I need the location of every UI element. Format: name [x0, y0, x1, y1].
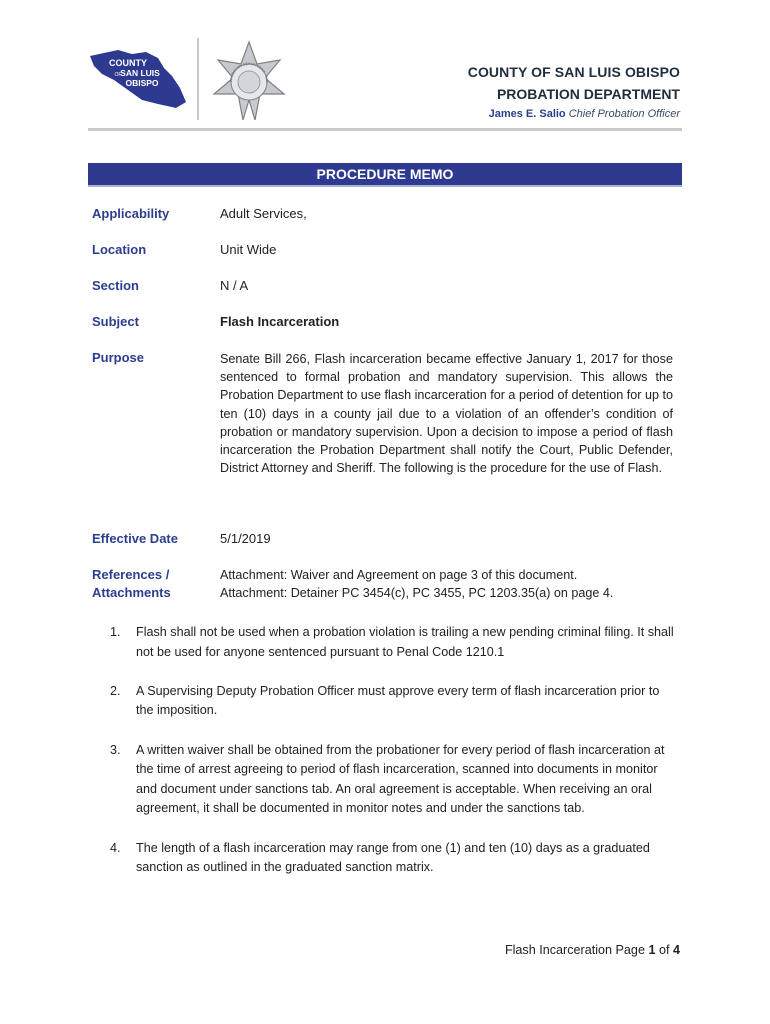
references-value-line2: Attachment: Detainer PC 3454(c), PC 3455, PC 1203.35(a) on page 4. [220, 586, 614, 600]
logo-text-san-luis: SAN LUIS [120, 68, 160, 78]
header-rule [88, 128, 682, 131]
logo-text-obispo: OBISPO [125, 78, 159, 88]
location-label: Location [92, 242, 147, 257]
subject-value: Flash Incarceration [220, 314, 340, 329]
page-footer [505, 943, 680, 957]
chief-officer-line [489, 108, 680, 120]
logo-text-of: OF [114, 72, 122, 78]
list-item [110, 623, 680, 662]
probation-badge-icon [210, 40, 288, 124]
references-value-line1: Attachment: Waiver and Agreement on page 3 of this document. [220, 568, 578, 582]
list-item-text: Flash shall not be used when a probation violation is trailing a new pending criminal filing. It shall not be used for anyone sentenced pursuant to Penal Code 1210.1 [136, 625, 674, 659]
effective-date-value: 5/1/2019 [220, 531, 271, 546]
subject-label: Subject [92, 314, 139, 329]
effective-date-label: Effective Date [92, 531, 178, 546]
footer-prefix: Flash Incarceration Page [504, 943, 645, 957]
procedure-list [110, 623, 680, 897]
officer-name: James E. Salio [488, 108, 566, 120]
list-item [110, 741, 680, 819]
officer-title: Chief Probation Officer [568, 108, 680, 120]
procedure-memo-banner: PROCEDURE MEMO [88, 163, 682, 187]
list-item-text: The length of a flash incarceration may range from one (1) and ten (10) days as a graduated sanction as outlined in the graduated sanction matrix. [136, 840, 650, 875]
county-logo [88, 46, 188, 112]
list-item-number: 1. [110, 625, 121, 639]
list-item [110, 839, 680, 878]
purpose-value: Senate Bill 266, Flash incarceration became effective January 1, 2017 for those sentenced to formal probation and mandatory supervision. This allows the Probation Department to use flash incarceration for a period of detention for up to ten (10) days in a county jail due to a violation of an offender’s condition of probation or mandatory supervision. Upon a decision to impose a period of flash incarceration the Probation Department shall notify the Court, Public Defender, District Attorney and Sheriff. The following is the procedure for the use of Flash. [220, 352, 673, 476]
location-value: Unit Wide [220, 242, 277, 257]
section-value: N / A [220, 278, 249, 293]
section-label: Section [92, 278, 139, 293]
list-item [110, 682, 680, 721]
applicability-value: Adult Services, [220, 206, 307, 221]
footer-of: of [658, 943, 670, 957]
header-divider [197, 38, 199, 120]
list-item-text: A written waiver shall be obtained from the probationer for every period of flash incarceration at the time of arrest agreeing to period of flash incarceration, scanned into documents in monitor and document under sanctions tab. An oral agreement is acceptable. When receiving an oral agreement, it shall be documented in monitor notes and under the sanctions tab. [136, 742, 665, 816]
applicability-label: Applicability [92, 206, 170, 221]
purpose-label: Purpose [92, 350, 145, 365]
list-item-number: 2. [110, 683, 121, 698]
badge-text: PROBATION DEPARTMENT · SAN [228, 61, 270, 83]
footer-page-total: 4 [672, 943, 680, 957]
list-item-text: A Supervising Deputy Probation Officer must approve every term of flash incarceration prior to the imposition. [136, 683, 660, 718]
references-label-line2: Attachments [92, 585, 171, 600]
list-item-number: 3. [110, 742, 121, 757]
footer-page-number: 1 [648, 943, 656, 957]
logo-text-county: COUNTY [109, 58, 147, 68]
references-label-line1: References / [92, 567, 170, 582]
department-name: PROBATION DEPARTMENT [496, 86, 680, 102]
county-name: COUNTY OF SAN LUIS OBISPO [467, 64, 680, 80]
list-item-number: 4. [110, 840, 121, 855]
